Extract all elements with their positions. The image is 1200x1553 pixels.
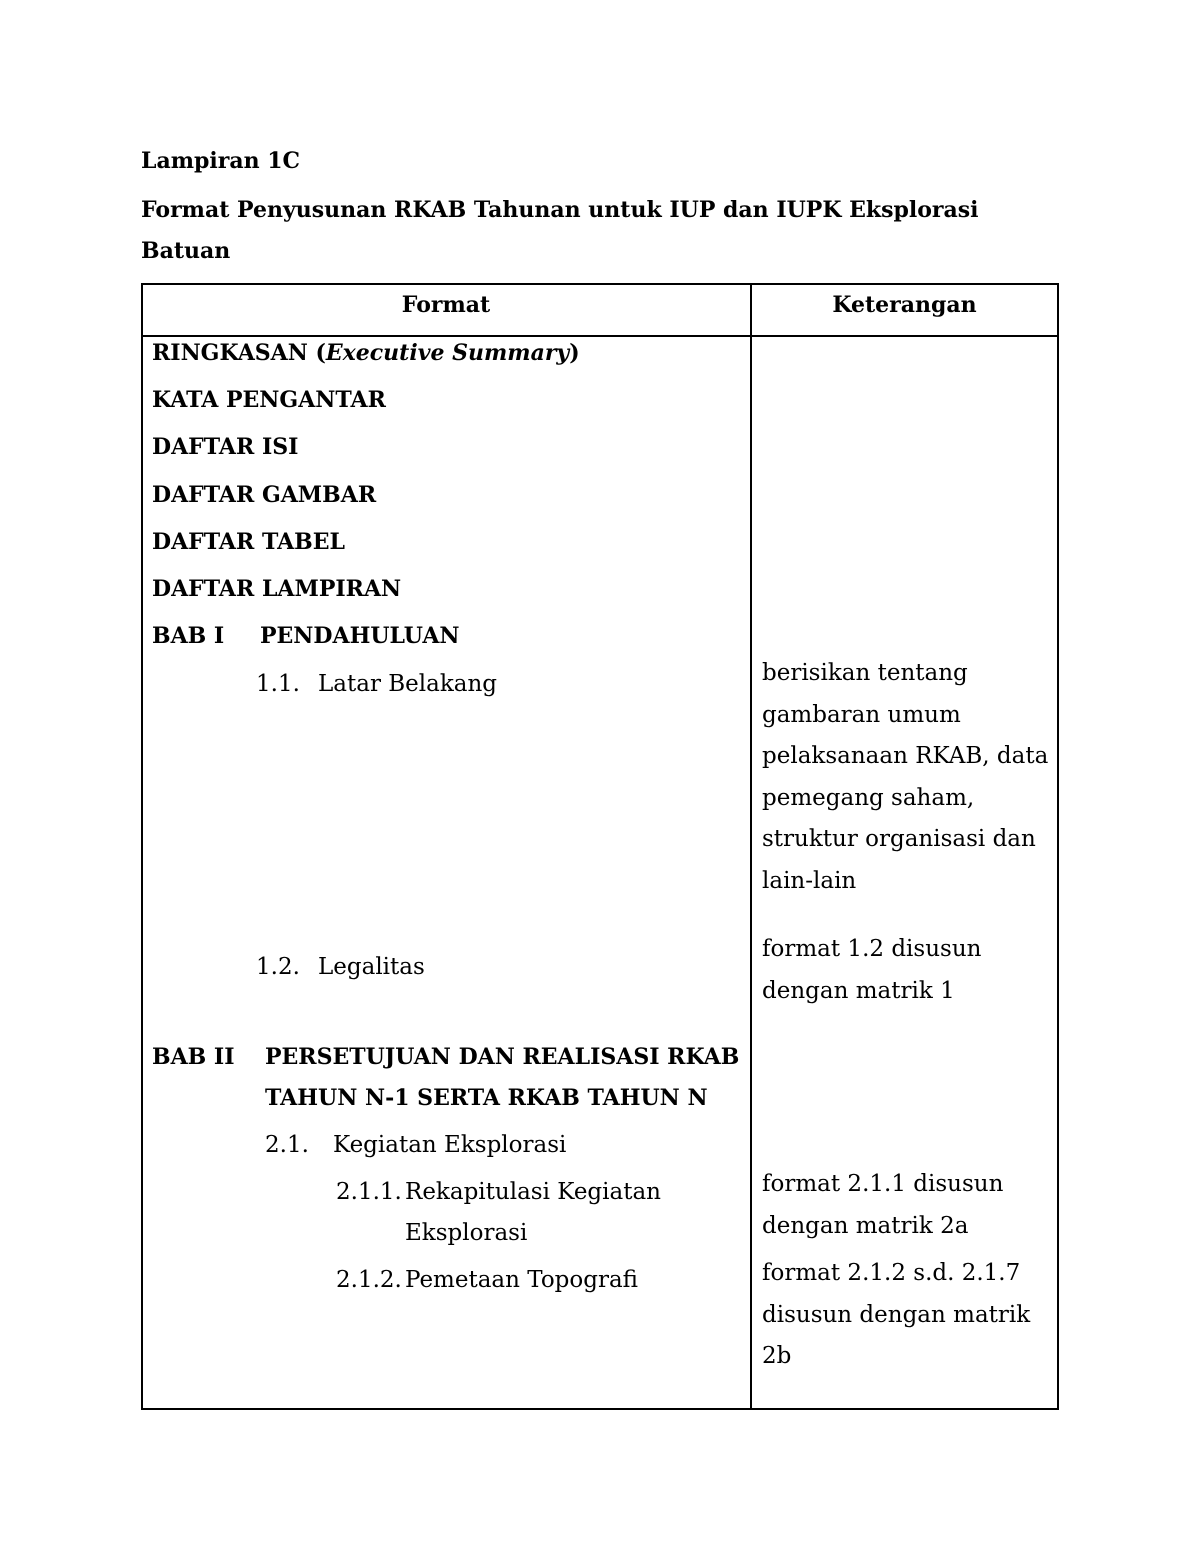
column-divider — [750, 283, 752, 1410]
bab2-title-line1: PERSETUJUAN DAN REALISASI RKAB — [265, 1044, 740, 1070]
ringkasan-italic: Executive Summary — [325, 340, 570, 366]
column-header-keterangan: Keterangan — [832, 292, 977, 318]
bab1-title: PENDAHULUAN — [260, 623, 460, 649]
section-2-1-2-title: Pemetaan Topografi — [405, 1267, 639, 1293]
entry-daftar-gambar: DAFTAR GAMBAR — [152, 482, 377, 508]
ringkasan-prefix: RINGKASAN ( — [152, 340, 326, 366]
entry-daftar-lampiran: DAFTAR LAMPIRAN — [152, 576, 402, 602]
entry-kata-pengantar: KATA PENGANTAR — [152, 387, 386, 413]
keterangan-1-2: format 1.2 disusun dengan matrik 1 — [762, 936, 982, 1004]
section-2-1-1-title-line1: Rekapitulasi Kegiatan — [405, 1179, 661, 1205]
keterangan-2-1-2: format 2.1.2 s.d. 2.1.7 disusun dengan matrik 2b — [762, 1260, 1031, 1369]
bab2-label: BAB II — [152, 1044, 235, 1070]
entry-ringkasan — [152, 340, 580, 366]
document-title-line2: Batuan — [141, 238, 231, 264]
column-header-format: Format — [401, 292, 491, 318]
section-1-1-title: Latar Belakang — [318, 671, 498, 697]
section-1-1-number: 1.1. — [256, 671, 300, 697]
attachment-label: Lampiran 1C — [141, 148, 301, 174]
document-title-line1: Format Penyusunan RKAB Tahunan untuk IUP dan IUPK Eksplorasi — [141, 197, 979, 223]
section-1-2-number: 1.2. — [256, 954, 300, 980]
bab2-title-line2: TAHUN N-1 SERTA RKAB TAHUN N — [265, 1085, 708, 1111]
keterangan-1-1: berisikan tentang gambaran umum pelaksanaan RKAB, data pemegang saham, struktur organisasi dan lain-lain — [762, 660, 1049, 894]
section-2-1-1-number: 2.1.1. — [336, 1179, 402, 1205]
section-2-1-1-title-line2: Eksplorasi — [405, 1220, 528, 1246]
section-2-1-title: Kegiatan Eksplorasi — [333, 1132, 567, 1158]
section-2-1-2-number: 2.1.2. — [336, 1267, 402, 1293]
entry-daftar-tabel: DAFTAR TABEL — [152, 529, 346, 555]
section-2-1-number: 2.1. — [265, 1132, 309, 1158]
entry-daftar-isi: DAFTAR ISI — [152, 434, 299, 460]
keterangan-2-1-1: format 2.1.1 disusun dengan matrik 2a — [762, 1171, 1004, 1239]
section-1-2-title: Legalitas — [318, 954, 425, 980]
header-divider — [141, 335, 1059, 337]
bab1-label: BAB I — [152, 623, 225, 649]
ringkasan-suffix: ) — [569, 340, 580, 366]
